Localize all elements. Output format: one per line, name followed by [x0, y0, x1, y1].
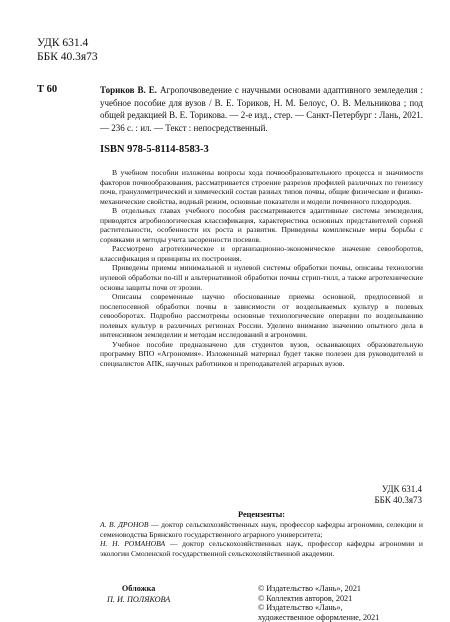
copyright-line: © Издательство «Лань», — [258, 603, 343, 613]
annotation-paragraph: Учебное пособие предназначено для студентов вузов, осваивающих образовательную программу ВПО «Агрономия». Изложенный материал будет также полезен для руководителей и специалистов АПК, научных работников и преподавателей аграрных вузов. — [100, 339, 423, 368]
annotation — [100, 168, 423, 368]
reviewer-name: Н. Н. РОМАНОВА — [100, 539, 166, 549]
annotation-paragraph: Приведены приемы минимальной и нулевой системы обработки почвы, описаны технологии нулевой обработки no-till и альтернативной обработки почвы стрип-тилл, а также агротехнические основы защиты почв от эрозии. — [100, 263, 423, 292]
udk-code: УДК 631.4 — [37, 37, 89, 49]
reviewers-title: Рецензенты: — [238, 510, 285, 519]
bbk-code: ББК 40.3я73 — [374, 494, 422, 505]
copyright-line: © Коллектив авторов, 2021 — [258, 593, 353, 603]
bibliographic-record — [37, 84, 423, 134]
author-name: Ториков В. Е. — [100, 85, 158, 95]
annotation-paragraph: В учебном пособии изложены вопросы хода почвообразовательного процесса и значимости факторов почвообразования, рассматривается строение разрезов профилей различных по генезису почв, гранулометрический и химический состав разных типов почвы, общие физические и физико-механические свойства, водный режим, основные показатели и модели почвенного плодородия. — [100, 168, 423, 206]
annotation-paragraph: Рассмотрено агротехническое и организационно-экономическое значение севооборотов, классификация и принципы их построения. — [100, 244, 423, 263]
bibliographic-description — [100, 84, 423, 134]
reviewer-details: — доктор сельскохозяйственных наук, профессор кафедры агрономии, селекции и семеноводства Брянского государственного аграрного университета; — [100, 520, 423, 539]
reviewer-name: А. В. ДРОНОВ — [100, 520, 149, 530]
author-mark: Т 60 — [37, 84, 58, 95]
reviewer-entry — [100, 539, 423, 558]
copyright-line: © Издательство «Лань», 2021 — [258, 584, 362, 593]
bbk-code: ББК 40.3я73 — [37, 50, 98, 63]
annotation-paragraph: В отдельных главах учебного пособия рассматриваются адаптивные системы земледелия, приводятся агробиологическая классификация, характеристика основных представителей сорной растительности, особенности их роста и развития. Приведены комплексные меры борьбы с сорняками и методы учета засоренности посевов. — [100, 206, 423, 244]
reviewer-entry — [100, 520, 423, 539]
cover-label: Обложка — [121, 584, 156, 593]
annotation-paragraph: Описаны современные научно обоснованные приемы основной, предпосевной и послепосевной обработки почвы в зависимости от возделываемых культур в полевых севооборотах. Подробно рассмотрены основные технологические операции по возделыванию полевых культур в различных регионах России. Уделено внимание значению опытного дела в интенсивном земледелии и методам исследований в агрономии. — [100, 292, 423, 340]
bibliographic-text: Агропочвоведение с научными основами адаптивного земледелия : учебное пособие для вузов / В. Е. Ториков, Н. М. Белоус, О. В. Мельникова ; под общей редакцией В. Е. Торикова. — 2-е изд., стер. — Санкт-Петербург : Лань, 2021. — 236 с. : ил. — Текст : непосредственный. — [100, 85, 423, 133]
reviewer-details: — доктор сельскохозяйственных наук, профессор кафедры агрономии и экологии Смоленской государственной сельскохозяйственной академии. — [100, 539, 423, 558]
cover-designer: П. И. ПОЛЯКОВА — [107, 594, 171, 604]
reviewers — [100, 510, 423, 558]
isbn: ISBN 978-5-8114-8583-3 — [100, 144, 209, 155]
cover-credit — [107, 584, 170, 605]
udk-code: УДК 631.4 — [381, 484, 422, 494]
classification-codes-top — [37, 37, 98, 64]
copyright-line: художественное оформление, 2021 — [258, 612, 380, 622]
classification-codes-bottom — [375, 484, 422, 505]
copyright-notice — [258, 584, 379, 622]
